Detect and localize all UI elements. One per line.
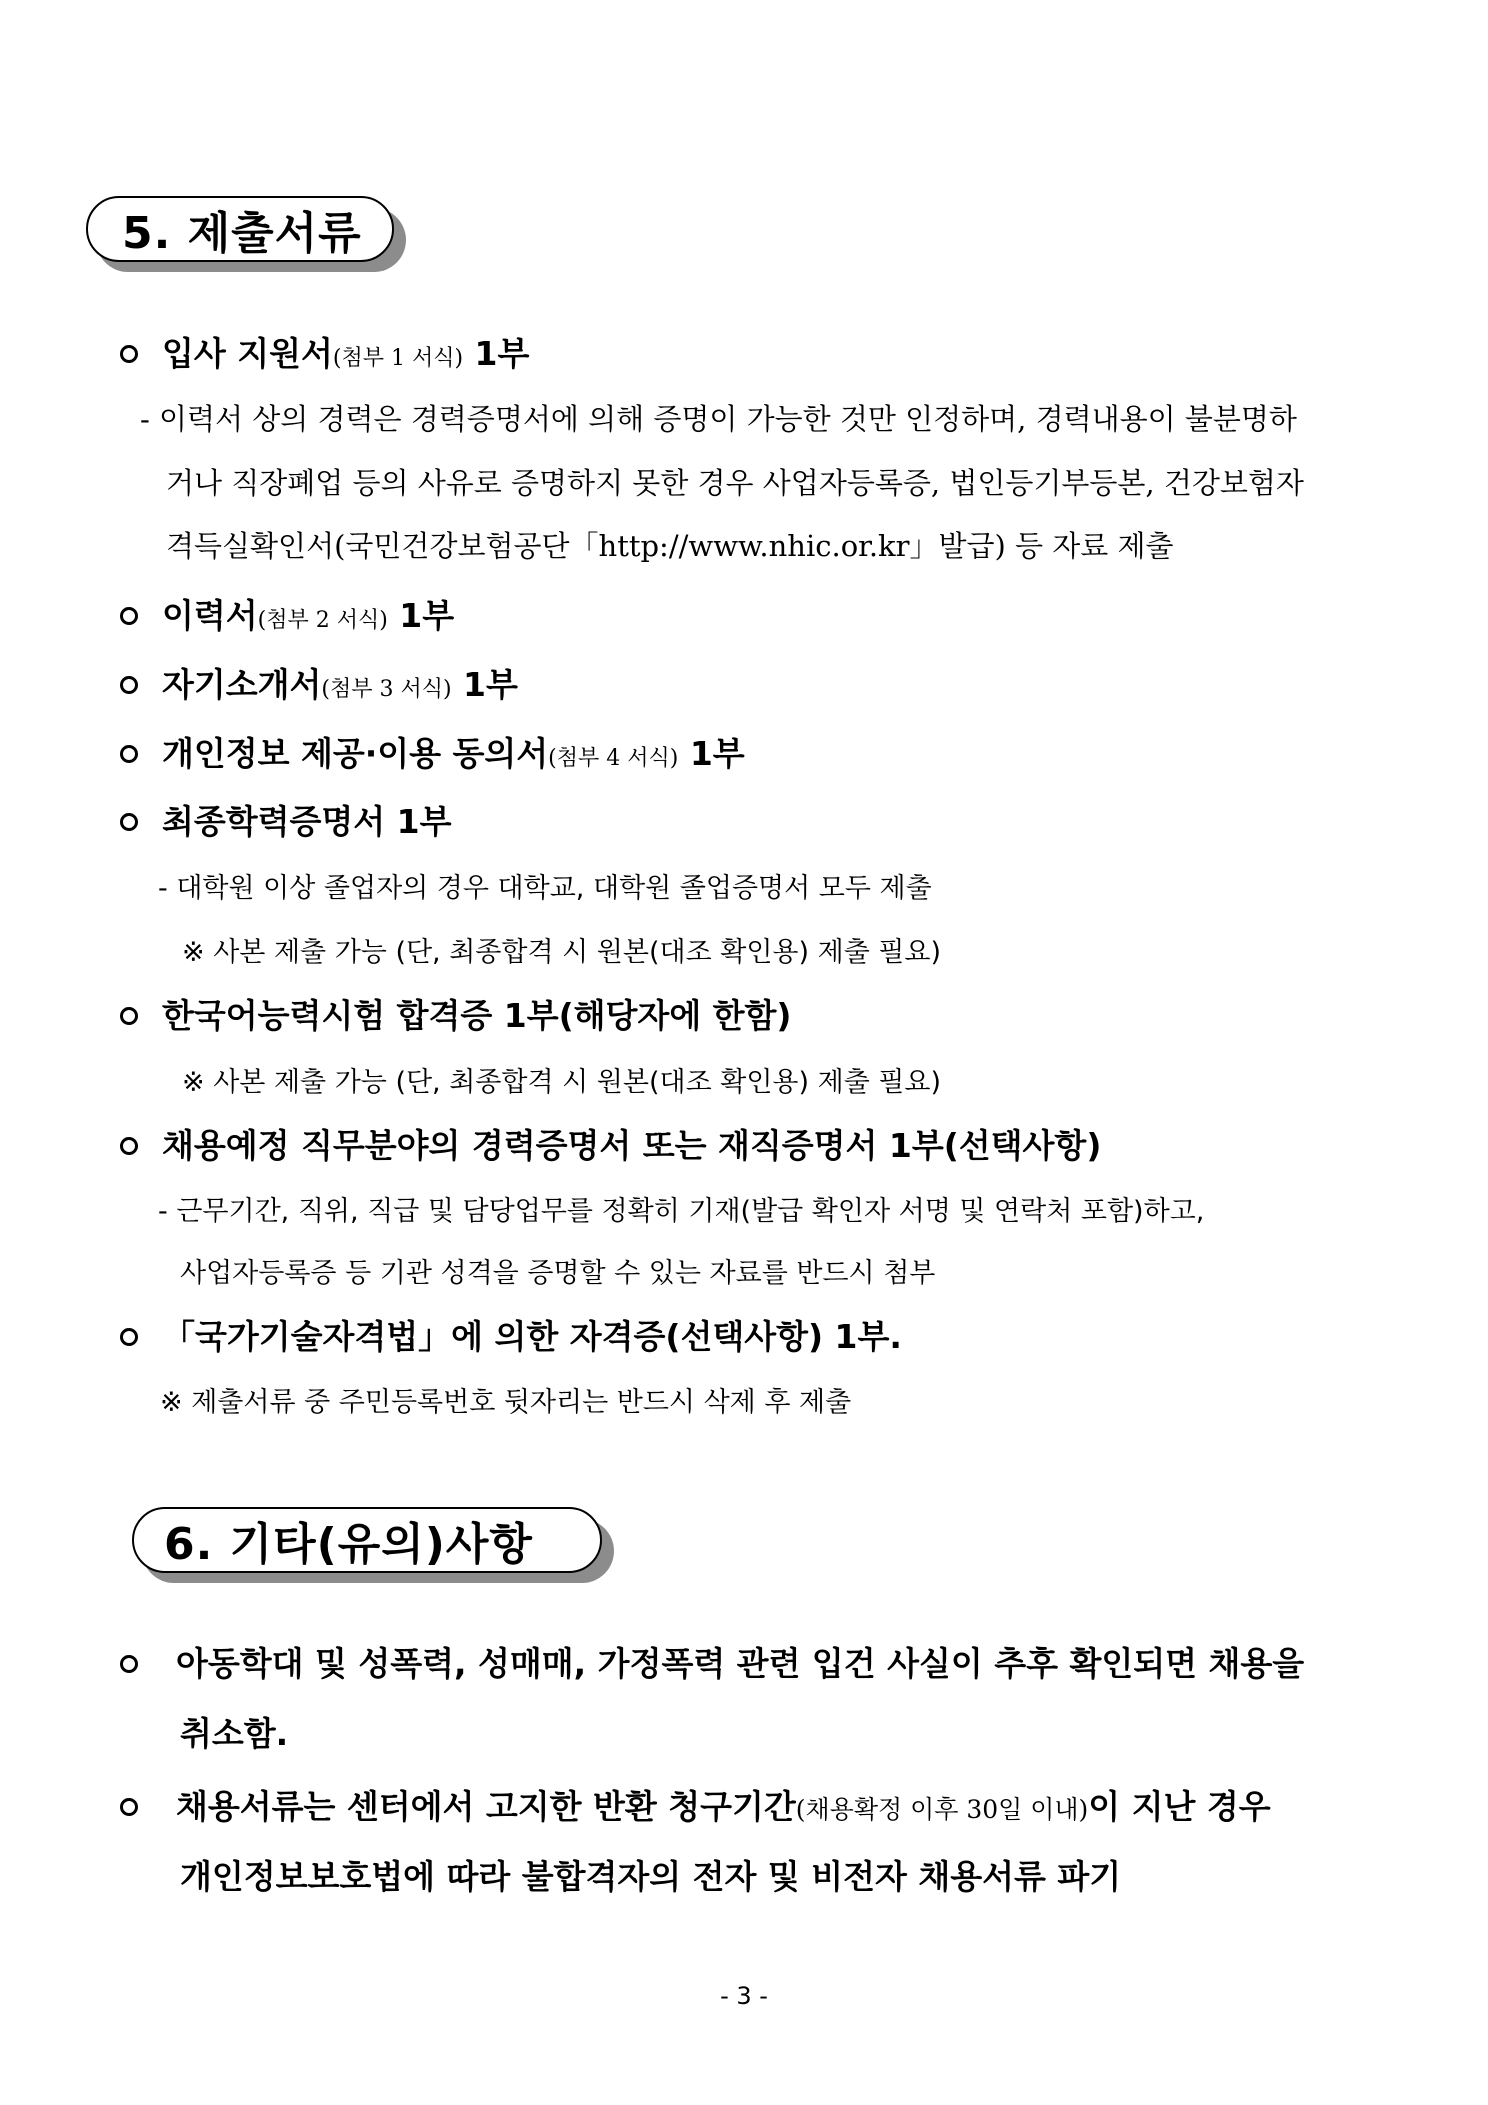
- section6-item1-line2: 취소함.: [180, 1714, 289, 1753]
- section6-title: 6. 기타(유의)사항: [164, 1519, 533, 1570]
- item7-desc-line: - 근무기간, 직위, 직급 및 담당업무를 정확히 기재(발급 확인자 서명 및 연락처 포함)하고,: [158, 1196, 1205, 1227]
- circle-bullet-icon: [120, 607, 138, 625]
- final-note: ※ 제출서류 중 주민등록번호 뒷자리는 반드시 삭제 후 제출: [160, 1387, 852, 1418]
- section5-header: [86, 196, 406, 274]
- item1-desc-line: 격득실확인서(국민건강보험공단「http://www.nhic.or.kr」발급) 등 자료 제출: [166, 529, 1174, 563]
- circle-bullet-icon: [120, 345, 138, 363]
- item5-desc: - 대학원 이상 졸업자의 경우 대학교, 대학원 졸업증명서 모두 제출: [158, 873, 932, 904]
- list-item: 한국어능력시험 합격증 1부(해당자에 한함): [120, 990, 792, 1037]
- circle-bullet-icon: [120, 1328, 138, 1346]
- circle-bullet-icon: [120, 1655, 138, 1673]
- list-item: 아동학대 및 성폭력, 성매매, 가정폭력 관련 입건 사실이 추후 확인되면 채용을: [120, 1638, 1304, 1685]
- copy-note: ※ 사본 제출 가능 (단, 최종합격 시 원본(대조 확인용) 제출 필요): [182, 1067, 942, 1098]
- circle-bullet-icon: [120, 813, 138, 831]
- circle-bullet-icon: [120, 1798, 138, 1816]
- copy-note: ※ 사본 제출 가능 (단, 최종합격 시 원본(대조 확인용) 제출 필요): [182, 937, 942, 968]
- list-item: 「국가기술자격법」에 의한 자격증(선택사항) 1부.: [120, 1311, 902, 1358]
- circle-bullet-icon: [120, 1007, 138, 1025]
- list-item: 자기소개서(첨부 3 서식) 1부: [120, 659, 518, 706]
- item1-desc-line: - 이력서 상의 경력은 경력증명서에 의해 증명이 가능한 것만 인정하며, 경력내용이 불분명하: [140, 402, 1297, 436]
- circle-bullet-icon: [120, 1137, 138, 1155]
- circle-bullet-icon: [120, 676, 138, 694]
- item1-desc-line: 거나 직장폐업 등의 사유로 증명하지 못한 경우 사업자등록증, 법인등기부등본, 건강보험자: [166, 466, 1304, 500]
- list-item: 채용서류는 센터에서 고지한 반환 청구기간(채용확정 이후 30일 이내)이 지난 경우: [120, 1781, 1271, 1828]
- circle-bullet-icon: [120, 745, 138, 763]
- list-item: 최종학력증명서 1부: [120, 796, 451, 843]
- list-item: 개인정보 제공·이용 동의서(첨부 4 서식) 1부: [120, 728, 745, 775]
- section5-title: 5. 제출서류: [122, 208, 362, 259]
- page-number: - 3 -: [720, 1982, 768, 2010]
- list-item: 이력서(첨부 2 서식) 1부: [120, 590, 454, 637]
- list-item: 입사 지원서(첨부 1 서식) 1부: [120, 328, 529, 375]
- item7-desc-line: 사업자등록증 등 기관 성격을 증명할 수 있는 자료를 반드시 첨부: [180, 1258, 936, 1289]
- list-item: 채용예정 직무분야의 경력증명서 또는 재직증명서 1부(선택사항): [120, 1120, 1101, 1167]
- section6-item2-line2: 개인정보보호법에 따라 불합격자의 전자 및 비전자 채용서류 파기: [180, 1857, 1122, 1896]
